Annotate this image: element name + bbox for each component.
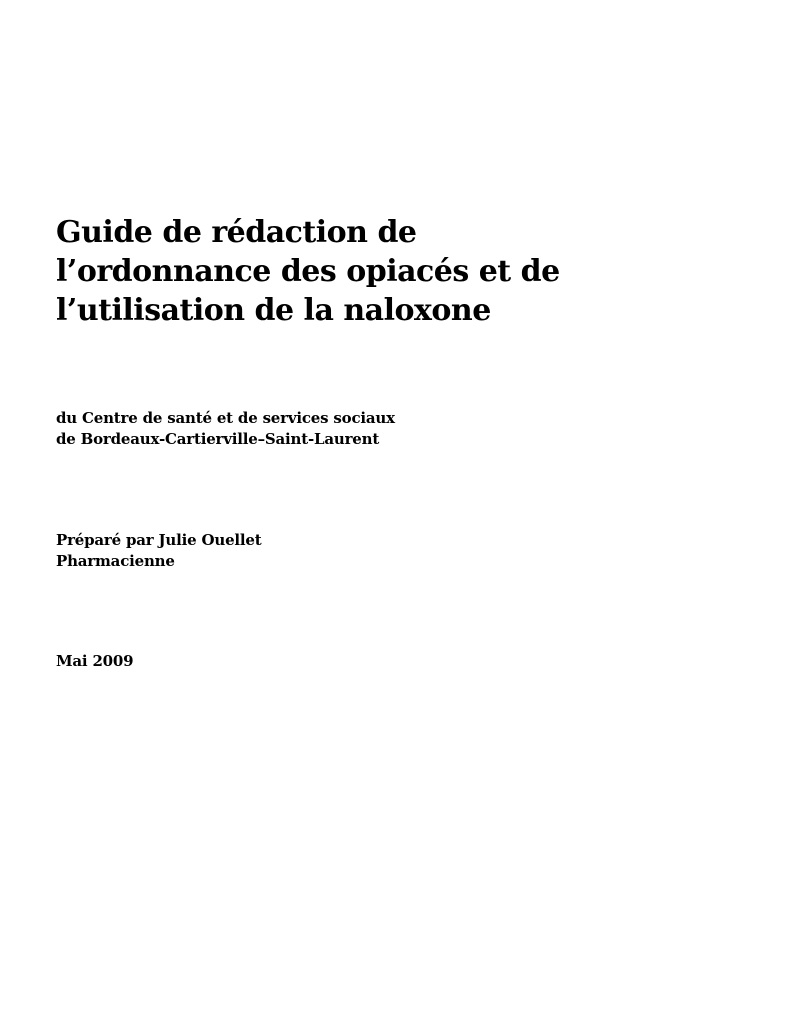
title-line-3: l’utilisation de la naloxone bbox=[56, 293, 491, 328]
author-role: Pharmacienne bbox=[56, 552, 175, 570]
title-line-2: l’ordonnance des opiacés et de bbox=[56, 254, 560, 289]
publication-date: Mai 2009 bbox=[56, 652, 134, 670]
document-title bbox=[56, 213, 560, 330]
organization-line-1: du Centre de santé et de services sociaux bbox=[56, 409, 395, 427]
organization-line-2: de Bordeaux-Cartierville–Saint-Laurent bbox=[56, 430, 380, 448]
author-block bbox=[56, 530, 261, 572]
title-line-1: Guide de rédaction de bbox=[56, 215, 417, 250]
date-block bbox=[56, 651, 133, 672]
prepared-by: Préparé par Julie Ouellet bbox=[56, 531, 262, 549]
organization-block bbox=[56, 408, 395, 450]
